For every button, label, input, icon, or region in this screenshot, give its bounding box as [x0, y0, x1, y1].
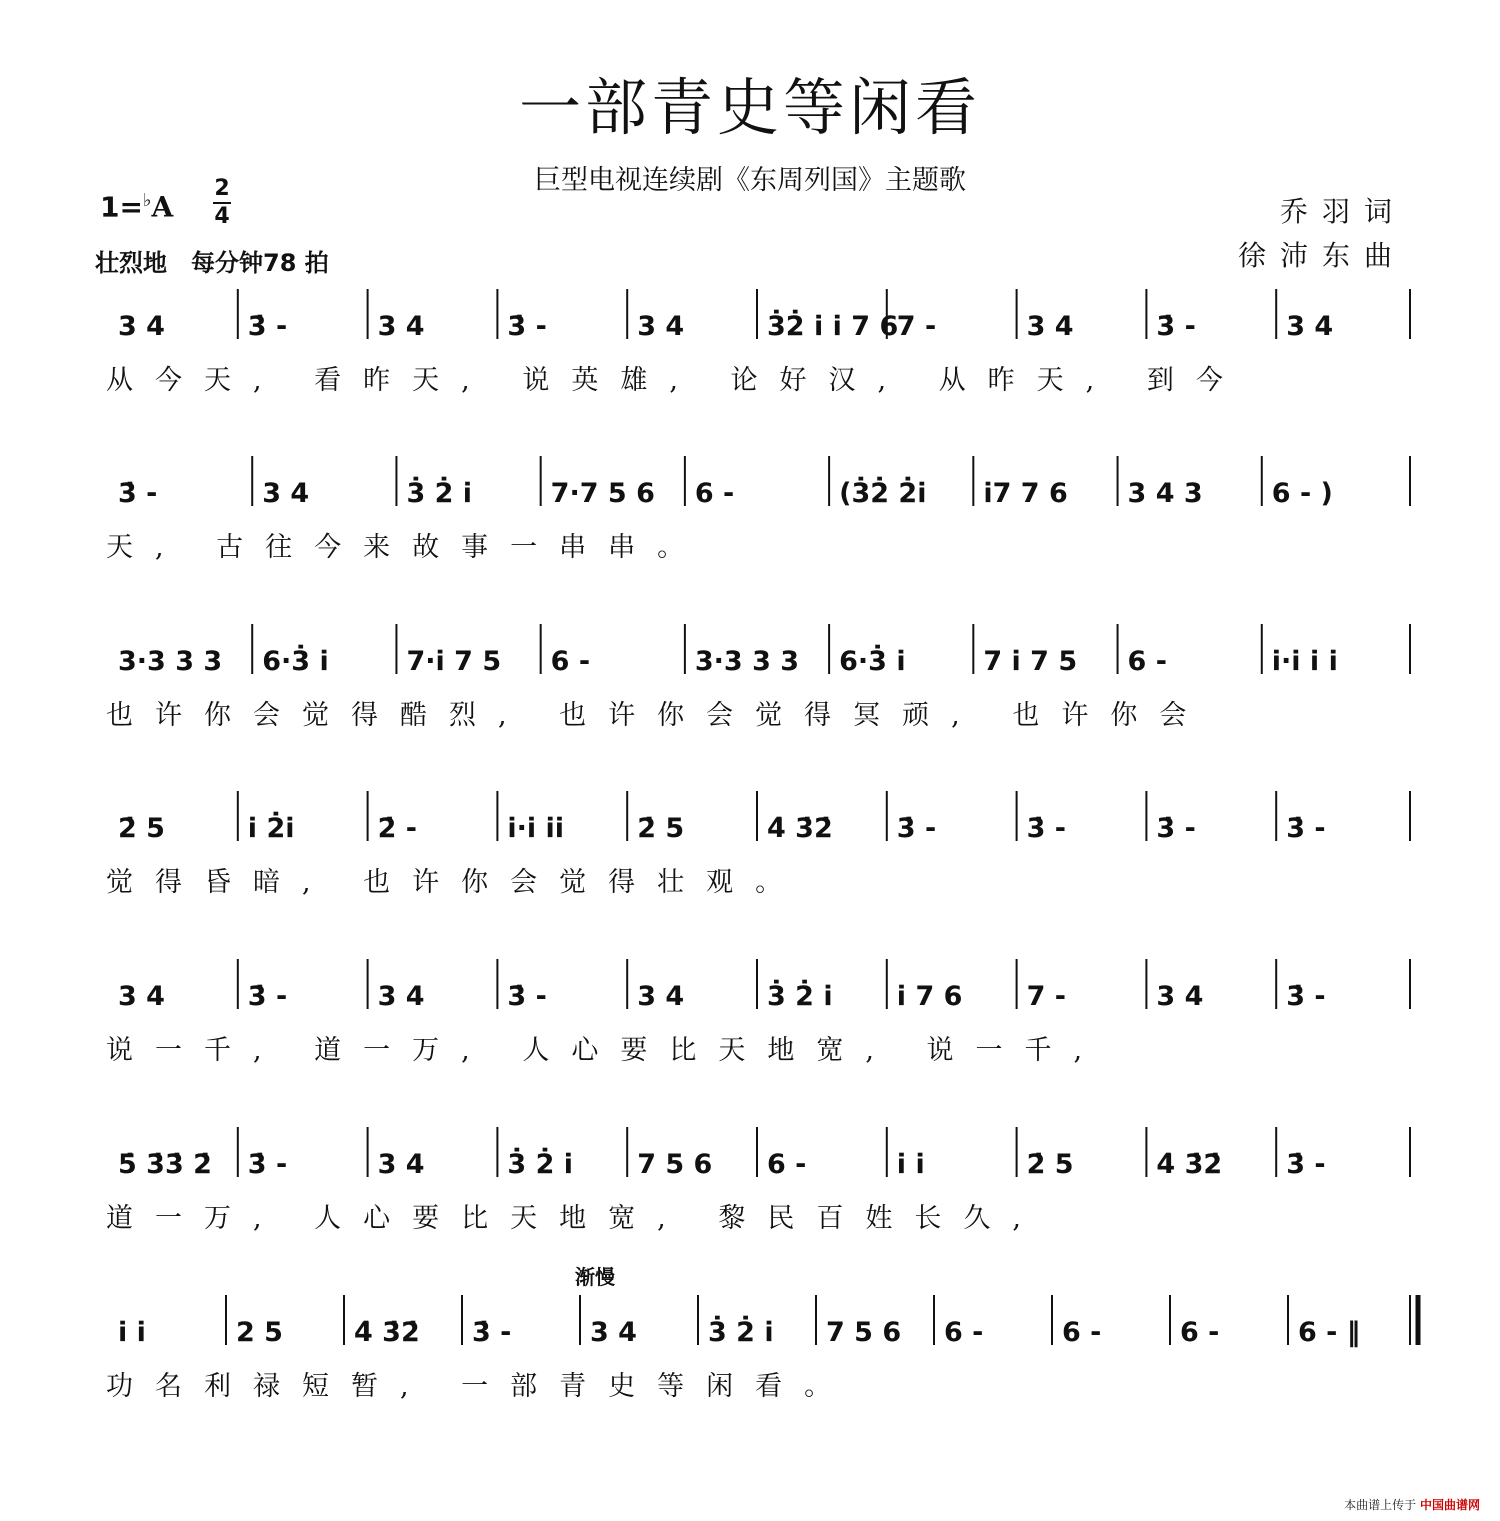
- measure-notes: 7 -: [896, 311, 937, 342]
- lyric-line: 觉得昏暗, 也许你会觉得壮观。: [106, 867, 805, 898]
- measure-notes: 6·3̇ i̇: [839, 646, 906, 677]
- measure-notes: 3 4: [1156, 981, 1204, 1012]
- measure-notes: 3·3 3 3: [694, 646, 800, 677]
- upload-note: [1344, 1496, 1480, 1513]
- measure-notes: 3̇ -: [507, 981, 547, 1012]
- lyricist-credit: 乔羽词: [1279, 195, 1406, 228]
- measure-notes: 7 5 6: [826, 1317, 902, 1348]
- measure-notes: 3̇ -: [1156, 813, 1196, 844]
- key-prefix: 1=: [100, 190, 143, 224]
- measure-notes: 6 -: [694, 478, 735, 509]
- measure-notes: 3 4: [590, 1317, 637, 1348]
- measure-notes: i̇ 2̇i̇: [247, 813, 295, 844]
- measure-notes: 6 - ): [1271, 478, 1333, 509]
- measure-notes: 3 4: [1286, 311, 1334, 342]
- measure-notes: 3̇ -: [1286, 981, 1326, 1012]
- measure-notes: 6 - ‖: [1298, 1317, 1361, 1348]
- measure-notes: i̇·i̇ i̇i̇: [507, 813, 565, 844]
- measure-notes: 6 -: [944, 1317, 984, 1348]
- measure-notes: 3̇ -: [247, 981, 288, 1012]
- measure-notes: 6 -: [1180, 1317, 1220, 1348]
- measure-notes: 3̇ -: [1286, 1149, 1326, 1180]
- measure-notes: 3̇ 2̇ i̇: [708, 1317, 774, 1348]
- measure-notes: 3̇ 2̇ i̇: [406, 478, 473, 509]
- lyric-line: 功名利禄短暂, 一部青史等闲看。: [106, 1371, 854, 1402]
- song-subtitle: 巨型电视连续剧《东周列国》主题歌: [534, 165, 966, 196]
- measure-notes: 3̇2̇ i̇ i̇ 7 6: [767, 311, 899, 342]
- measure-notes: 3 4: [262, 478, 310, 509]
- measure-notes: i̇ 7 6: [896, 981, 963, 1012]
- measure-notes: 4̇ 3̇2̇: [1156, 1149, 1223, 1180]
- measure-notes: 7·i̇ 7 5: [406, 646, 502, 677]
- measure-notes: 7 i̇ 7 5: [983, 646, 1078, 677]
- measure-notes: 2̇ 5: [1026, 1149, 1074, 1180]
- measure-notes: 3 4: [1026, 311, 1074, 342]
- measure-notes: 6·3̇ i̇: [262, 646, 329, 677]
- time-top: 2: [214, 176, 230, 201]
- measure-notes: 4̇ 3̇2̇: [767, 813, 833, 844]
- measure-notes: 2̇ 5: [118, 813, 165, 844]
- measure-notes: 3̇ -: [1156, 311, 1196, 342]
- measure-notes: 2 5: [236, 1317, 283, 1348]
- measure-notes: 3̇ -: [507, 311, 547, 342]
- measure-notes: i̇7 7 6: [983, 478, 1068, 509]
- measure-notes: i̇ i̇: [118, 1317, 146, 1348]
- measure-notes: 3̇ -: [1286, 813, 1326, 844]
- lyric-line: 天, 古往今来故事一串串。: [106, 532, 707, 563]
- measure-notes: 3̇ -: [472, 1317, 512, 1348]
- site-logo: 中国曲谱网: [1419, 1498, 1480, 1512]
- measure-notes: 3 4: [377, 311, 425, 342]
- measure-notes: 6 -: [1062, 1317, 1102, 1348]
- measure-notes: (3̇2̇ 2̇i̇: [839, 478, 927, 509]
- measure-notes: 3 4: [377, 981, 425, 1012]
- key-note: A: [151, 190, 174, 224]
- measure-notes: 3̇ 2̇ i̇: [767, 981, 833, 1012]
- measure-notes: 3·3 3 3: [118, 646, 223, 677]
- measure-notes: 4̇ 3̇2̇: [354, 1317, 420, 1348]
- measure-notes: 3̇ -: [247, 311, 288, 342]
- measure-notes: 3̇ 2̇ i̇: [507, 1149, 574, 1180]
- measure-notes: 3 4: [118, 981, 165, 1012]
- measure-notes: 3 4: [377, 1149, 425, 1180]
- measure-notes: 3 4 3: [1127, 478, 1203, 509]
- song-title: 一部青史等闲看: [518, 71, 981, 144]
- measure-notes: 3 4: [637, 311, 685, 342]
- measure-notes: i̇ i̇: [896, 1149, 925, 1180]
- measure-notes: 3 4: [118, 311, 165, 342]
- composer-credit: 徐沛东曲: [1237, 239, 1406, 272]
- time-bottom: 4: [214, 204, 230, 229]
- measure-notes: 3̇ -: [118, 478, 158, 509]
- lyric-line: 也许你会觉得酷烈, 也许你会觉得冥顽, 也许你会: [106, 700, 1209, 731]
- lyric-line: 说一千, 道一万, 人心要比天地宽, 说一千,: [106, 1035, 1105, 1066]
- flat-sign: ♭: [142, 190, 152, 211]
- measure-notes: 3̇ -: [896, 813, 937, 844]
- lyric-line: 从今天, 看昨天, 说英雄, 论好汉, 从昨天, 到今: [106, 365, 1245, 396]
- measure-notes: 2̇ -: [377, 813, 418, 844]
- measure-notes: 7 5 6: [637, 1149, 713, 1180]
- measure-notes: 5̇ 3̇3̇ 2̇: [118, 1149, 212, 1180]
- measure-notes: 3̇ -: [247, 1149, 288, 1180]
- measure-notes: 6 -: [550, 646, 591, 677]
- measure-notes: i̇·i̇ i̇ i̇: [1271, 646, 1338, 677]
- measure-notes: 2̇ 5: [637, 813, 685, 844]
- tempo-marking: 壮烈地 每分钟78 拍: [95, 249, 329, 277]
- measure-notes: 3̇ -: [1026, 813, 1067, 844]
- ritardando-mark: 渐慢: [575, 1265, 615, 1289]
- measure-notes: 6 -: [1127, 646, 1167, 677]
- upload-label: 本曲谱上传于: [1344, 1498, 1417, 1512]
- lyric-line: 道一万, 人心要比天地宽, 黎民百姓长久,: [106, 1203, 1043, 1234]
- measure-notes: 6 -: [767, 1149, 807, 1180]
- measure-notes: 7·7 5 6: [550, 478, 655, 509]
- measure-notes: 7 -: [1026, 981, 1067, 1012]
- measure-notes: 3 4: [637, 981, 685, 1012]
